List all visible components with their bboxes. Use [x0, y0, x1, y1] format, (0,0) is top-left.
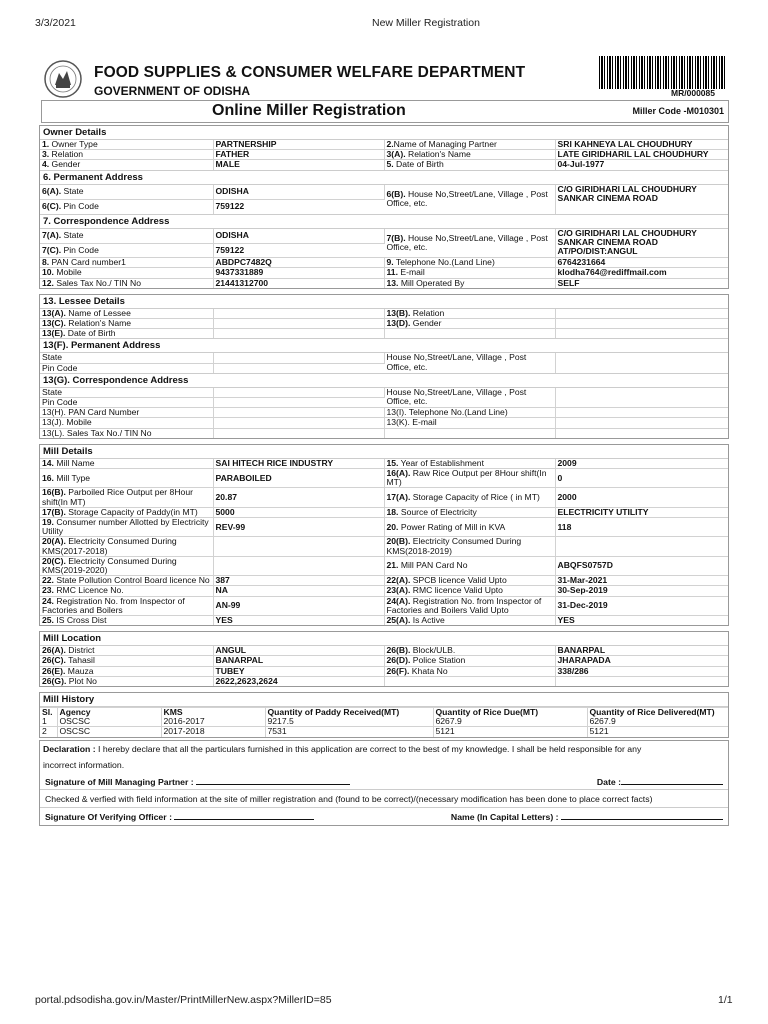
- officer-signature-row: [40, 807, 728, 825]
- field-value: AN-99: [213, 596, 384, 615]
- table-row: [40, 428, 728, 438]
- field-value: SELF: [555, 278, 728, 288]
- field-label: 4. Gender: [40, 160, 213, 170]
- field-value: 2000: [555, 488, 728, 507]
- field-label: 6(A). State: [40, 185, 213, 200]
- field-value: ODISHA: [213, 229, 384, 244]
- declaration-section: [39, 740, 729, 826]
- partner-signature-row: [40, 773, 728, 789]
- field-value: [213, 318, 384, 328]
- field-label: 13(A). Name of Lessee: [40, 309, 213, 319]
- field-label: 25(A). Is Active: [384, 616, 555, 626]
- field-label: 17(B). Storage Capacity of Paddy(in MT): [40, 507, 213, 517]
- field-value: MALE: [213, 160, 384, 170]
- field-label: 20(B). Electricity Consumed During KMS(2018-2019): [384, 537, 555, 556]
- section-title: Mill Location: [40, 632, 728, 646]
- table-row: [40, 656, 728, 666]
- field-label: 26(E). Mauza: [40, 666, 213, 676]
- field-value: C/O GIRIDHARI LAL CHOUDHURY SANKAR CINEMA ROAD AT/PO/DIST:ANGUL: [557, 228, 697, 257]
- field-value: 759122: [213, 200, 384, 214]
- field-label: State: [40, 388, 213, 398]
- field-value: SAI HITECH RICE INDUSTRY: [213, 459, 384, 469]
- field-label: 13(H). PAN Card Number: [40, 408, 213, 418]
- column-header: Quantity of Paddy Received(MT): [265, 708, 433, 718]
- field-value: LATE GIRIDHARIL LAL CHOUDHURY: [555, 150, 728, 160]
- field-label: 7(C). Pin Code: [40, 244, 213, 258]
- table-row: [40, 459, 728, 469]
- table-row: [40, 329, 728, 339]
- field-label: 15. Year of Establishment: [384, 459, 555, 469]
- field-label: 13(D). Gender: [384, 318, 555, 328]
- field-value: 0: [555, 468, 728, 487]
- field-label: 17(A). Storage Capacity of Rice ( in MT): [384, 488, 555, 507]
- department-name: FOOD SUPPLIES & CONSUMER WELFARE DEPARTMENT: [94, 64, 526, 81]
- table-cell: 2016-2017: [161, 717, 265, 727]
- field-label: 20. Power Rating of Mill in KVA: [384, 517, 555, 536]
- table-row: [40, 727, 728, 737]
- field-label: 22. State Pollution Control Board licence No: [40, 576, 213, 586]
- section-title: Mill History: [40, 693, 728, 707]
- table-row: [40, 229, 728, 244]
- field-value: 30-Sep-2019: [555, 586, 728, 596]
- field-label: 13(J). Mobile: [40, 418, 213, 428]
- table-cell: 2017-2018: [161, 727, 265, 737]
- field-label: 7(B). House No,Street/Lane, Village , Post Office, etc.: [384, 229, 555, 258]
- field-value: 31-Mar-2021: [555, 576, 728, 586]
- section-title: 13(G). Correspondence Address: [40, 373, 728, 388]
- section-title: 13. Lessee Details: [40, 295, 728, 309]
- column-header: Agency: [57, 708, 161, 718]
- field-label: 16(B). Parboiled Rice Output per 8Hour shift(In MT): [40, 488, 213, 507]
- table-cell: 6267.9: [433, 717, 587, 727]
- table-row: [40, 717, 728, 727]
- field-value: 2009: [557, 458, 577, 468]
- field-label: Pin Code: [40, 397, 213, 407]
- field-label: 3. Relation: [40, 150, 213, 160]
- field-label: [384, 676, 555, 686]
- table-row: [40, 468, 728, 487]
- field-value: C/O GIRIDHARI LAL CHOUDHURY SANKAR CINEMA ROAD: [557, 184, 697, 203]
- field-value: 20.87: [213, 488, 384, 507]
- table-row: [40, 150, 728, 160]
- field-label: 6(B). House No,Street/Lane, Village , Post Office, etc.: [384, 185, 555, 214]
- table-row: [40, 160, 728, 170]
- field-label: 24(A). Registration No. from Inspector of Factories and Boilers Valid Upto: [384, 596, 555, 615]
- table-cell: OSCSC: [57, 727, 161, 737]
- partner-signature-label: Signature of Mill Managing Partner :: [45, 776, 194, 787]
- government-name: GOVERNMENT OF ODISHA: [94, 84, 251, 98]
- field-label: 11. E-mail: [384, 268, 555, 278]
- field-label: 26(A). District: [40, 646, 213, 656]
- verification-text: Checked & verfied with field information at the site of miller registration and (found to be correct)/(necessary modification has been done to place correct facts): [40, 789, 728, 807]
- title-bar: [41, 100, 729, 123]
- mill-details-section: [39, 444, 729, 626]
- print-date: 3/3/2021: [35, 17, 76, 29]
- field-label: 13. Mill Operated By: [384, 278, 555, 288]
- field-value: [213, 309, 384, 319]
- field-value: 5000: [213, 507, 384, 517]
- name-capital-label: Name (In Capital Letters) :: [450, 811, 559, 822]
- column-header: Quantity of Rice Delivered(MT): [587, 708, 728, 718]
- owner-details-section: [39, 125, 729, 289]
- section-title: 6. Permanent Address: [40, 170, 728, 185]
- field-label: 13(K). E-mail: [384, 418, 555, 428]
- field-label: 13(E). Date of Birth: [40, 329, 213, 339]
- field-value: 118: [555, 517, 728, 536]
- table-cell: OSCSC: [57, 717, 161, 727]
- odisha-emblem-icon: [43, 59, 83, 99]
- table-cell: 9217.5: [265, 717, 433, 727]
- table-row: [40, 318, 728, 328]
- field-value: TUBEY: [213, 666, 384, 676]
- field-value: 759122: [213, 244, 384, 258]
- field-value: 21441312700: [213, 278, 384, 288]
- table-row: [40, 488, 728, 507]
- print-title: New Miller Registration: [372, 17, 480, 29]
- officer-signature-label: Signature Of Verifying Officer :: [45, 811, 172, 822]
- table-cell: 6267.9: [589, 717, 616, 727]
- field-value: JHARAPADA: [555, 656, 728, 666]
- table-row: [40, 507, 728, 517]
- print-url: portal.pdsodisha.gov.in/Master/PrintMillerNew.aspx?MillerID=85: [35, 994, 332, 1006]
- field-label: 13(I). Telephone No.(Land Line): [384, 408, 555, 418]
- field-value: [213, 329, 384, 339]
- field-value: ABDPC7482Q: [213, 258, 384, 268]
- field-value: [555, 676, 728, 686]
- field-value: 31-Dec-2019: [555, 596, 728, 615]
- lessee-details-section: [39, 294, 729, 439]
- table-row: [40, 268, 728, 278]
- field-value: 2622,2623,2624: [213, 676, 384, 686]
- field-value: PARTNERSHIP: [213, 140, 384, 150]
- date-label: Date :: [596, 776, 621, 787]
- column-header: KMS: [161, 708, 265, 718]
- mill-location-table: [40, 646, 728, 686]
- field-value: ODISHA: [213, 185, 384, 200]
- table-row: [40, 576, 728, 586]
- field-label: 21. Mill PAN Card No: [384, 556, 555, 575]
- table-row: [40, 646, 728, 656]
- mill-details-table: [40, 459, 728, 625]
- table-header-row: [40, 708, 728, 718]
- field-value: 387: [213, 576, 384, 586]
- table-row: [40, 586, 728, 596]
- field-label: 13(B). Relation: [384, 309, 555, 319]
- field-value: ELECTRICITY UTILITY: [555, 507, 728, 517]
- field-label: 13(C). Relation's Name: [40, 318, 213, 328]
- table-row: [40, 309, 728, 319]
- section-title: Mill Details: [40, 445, 728, 459]
- field-value: ANGUL: [213, 646, 384, 656]
- field-label: 25. IS Cross Dist: [40, 616, 213, 626]
- field-label: 16(A). Raw Rice Output per 8Hour shift(In MT): [384, 468, 555, 487]
- field-value: klodha764@rediffmail.com: [555, 268, 728, 278]
- mill-history-table: [40, 707, 728, 737]
- table-cell: 5121: [433, 727, 587, 737]
- column-header: Sl.: [40, 708, 57, 718]
- field-label: 23. RMC Licence No.: [40, 586, 213, 596]
- field-label: 6(C). Pin Code: [40, 200, 213, 214]
- table-row: [40, 596, 728, 615]
- field-value: NA: [213, 586, 384, 596]
- field-label: Pin Code: [40, 363, 213, 373]
- table-cell: 7531: [265, 727, 433, 737]
- table-row: [40, 408, 728, 418]
- field-label: 26(F). Khata No: [384, 666, 555, 676]
- field-value: [555, 318, 728, 328]
- field-label: 12. Sales Tax No./ TIN No: [40, 278, 213, 288]
- table-row: [40, 517, 728, 536]
- field-label: 7(A). State: [40, 229, 213, 244]
- field-label: 8. PAN Card number1: [40, 258, 213, 268]
- field-value: REV-99: [213, 517, 384, 536]
- form-title: Online Miller Registration: [212, 102, 406, 119]
- table-row: [40, 140, 728, 150]
- section-title: 13(F). Permanent Address: [40, 338, 728, 353]
- table-row: [40, 258, 728, 268]
- field-value: PARABOILED: [213, 468, 384, 487]
- field-label: House No,Street/Lane, Village , Post Office, etc.: [384, 353, 555, 372]
- section-title: 7. Correspondence Address: [40, 214, 728, 229]
- table-row: [40, 418, 728, 428]
- field-label: 20(A). Electricity Consumed During KMS(2017-2018): [40, 537, 213, 556]
- field-label: 22(A). SPCB licence Valid Upto: [384, 576, 555, 586]
- field-value: [555, 537, 728, 556]
- declaration-text: Declaration : I hereby declare that all the particulars furnished in this application are correct to the best of my knowledge. I shall be held responsible for any: [43, 743, 642, 754]
- field-value: 9437331889: [213, 268, 384, 278]
- field-value: YES: [555, 616, 728, 626]
- table-row: [40, 676, 728, 686]
- field-label: 24. Registration No. from Inspector of Factories and Boilers: [40, 596, 213, 615]
- table-row: [40, 537, 728, 556]
- table-cell: 5121: [587, 727, 728, 737]
- table-row: [40, 388, 728, 398]
- table-cell: 2: [40, 727, 57, 737]
- registration-form: [39, 52, 729, 826]
- field-value: 04-Jul-1977: [555, 160, 728, 170]
- barcode: [599, 56, 727, 89]
- field-label: House No,Street/Lane, Village , Post Office, etc.: [384, 388, 555, 408]
- field-value: SRI KAHNEYA LAL CHOUDHURY: [557, 140, 693, 149]
- field-value: FATHER: [213, 150, 384, 160]
- field-label: 10. Mobile: [40, 268, 213, 278]
- field-label: 20(C). Electricity Consumed During KMS(2019-2020): [40, 556, 213, 575]
- field-value: 338/286: [555, 666, 728, 676]
- field-value: BANARPAL: [213, 656, 384, 666]
- field-value: ABQFS0757D: [555, 556, 728, 575]
- table-row: [40, 616, 728, 626]
- field-label: 1. Owner Type: [40, 140, 213, 150]
- table-cell: 1: [40, 717, 57, 727]
- form-header: [39, 52, 729, 123]
- field-label: 26(B). Block/ULB.: [384, 646, 555, 656]
- field-label: 18. Source of Electricity: [384, 507, 555, 517]
- field-label: 5. Date of Birth: [384, 160, 555, 170]
- table-row: [40, 353, 728, 363]
- page-number: 1/1: [718, 994, 733, 1006]
- table-row: [40, 185, 728, 200]
- field-label: 14. Mill Name: [40, 459, 213, 469]
- field-label: 3(A). Relation's Name: [384, 150, 555, 160]
- field-value: 6764231664: [555, 258, 728, 268]
- table-row: [40, 666, 728, 676]
- table-row: [40, 278, 728, 288]
- field-value: [213, 537, 384, 556]
- section-title: Owner Details: [40, 126, 728, 140]
- field-label: State: [40, 353, 213, 363]
- field-value: BANARPAL: [557, 646, 606, 656]
- field-value: [555, 309, 728, 319]
- partner-signature-line[interactable]: [196, 784, 350, 785]
- name-capital-line[interactable]: [561, 819, 723, 820]
- field-label: 2.Name of Managing Partner: [384, 140, 555, 150]
- mill-history-section: [39, 692, 729, 738]
- field-label: 16. Mill Type: [40, 468, 213, 487]
- field-label: 19. Consumer number Allotted by Electricity Utility: [40, 517, 213, 536]
- field-label: 23(A). RMC licence Valid Upto: [384, 586, 555, 596]
- miller-code: Miller Code -M010301: [632, 106, 724, 116]
- field-value: YES: [213, 616, 384, 626]
- table-row: [40, 556, 728, 575]
- field-label: 13(L). Sales Tax No./ TIN No: [40, 428, 213, 438]
- officer-signature-line[interactable]: [174, 819, 314, 820]
- barcode-number: MR/000085: [671, 88, 715, 98]
- field-label: 26(G). Plot No: [40, 676, 213, 686]
- mill-location-section: [39, 631, 729, 687]
- field-label: 9. Telephone No.(Land Line): [384, 258, 555, 268]
- field-value: [213, 556, 384, 575]
- field-label: 26(D). Police Station: [384, 656, 555, 666]
- date-line[interactable]: [621, 784, 723, 785]
- field-label: 26(C). Tahasil: [40, 656, 213, 666]
- column-header: Quantity of Rice Due(MT): [433, 708, 587, 718]
- declaration-text-continued: incorrect information.: [43, 759, 125, 770]
